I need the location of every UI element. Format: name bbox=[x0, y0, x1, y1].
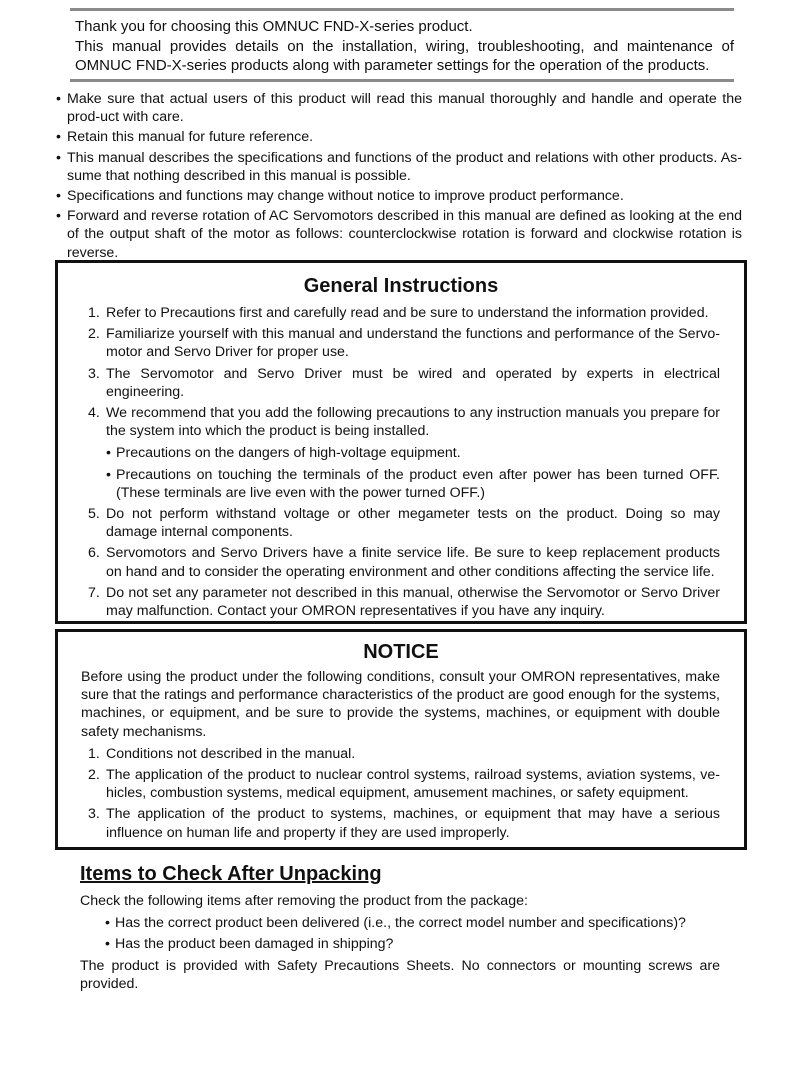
notice-box bbox=[55, 629, 747, 850]
list-item bbox=[58, 304, 744, 322]
item-number: 1. bbox=[88, 745, 100, 762]
item-number: 5. bbox=[88, 506, 100, 523]
item-text: Refer to Precautions first and carefully read and be sure to understand the information provided. bbox=[106, 305, 709, 321]
item-text: The Servomotor and Servo Driver must be wired and operated by experts in electrical engineering. bbox=[106, 365, 720, 400]
unpacking-title: Items to Check After Unpacking bbox=[80, 863, 382, 885]
list-item bbox=[58, 365, 744, 401]
item-number: 3. bbox=[88, 365, 100, 382]
precaution-sub-list bbox=[106, 444, 720, 502]
item-text: Do not perform withstand voltage or other megameter tests on the product. Doing so may damage internal components. bbox=[106, 506, 720, 541]
general-bullets bbox=[56, 90, 742, 264]
intro-line: Thank you for choosing this OMNUC FND-X-series product. bbox=[75, 18, 473, 35]
item-text: We recommend that you add the following precautions to any instruction manuals you prepare for the system into which the product is being installed. bbox=[106, 405, 720, 440]
bullet-item: • Make sure that actual users of this product will read this manual thoroughly and handle and operate the prod-uct with care. bbox=[56, 90, 742, 126]
notice-text: Before using the product under the following conditions, consult your OMRON representatives, make sure that the ratings and performance characteristics of the product are good enough for the systems, machines, or equipment, and be sure to provide the systems, machines, or equipment with double safety mechanisms. bbox=[81, 669, 720, 740]
general-instructions-title: General Instructions bbox=[303, 275, 499, 297]
item-text: Conditions not described in the manual. bbox=[106, 745, 356, 762]
list-item bbox=[58, 805, 744, 841]
bullet-item: • Specifications and functions may change without notice to improve product performance. bbox=[56, 187, 742, 205]
general-instructions-list bbox=[58, 304, 744, 620]
bullet-item: • Forward and reverse rotation of AC Servomotors described in this manual are defined as looking at the end of the output shaft of the motor as follows: counterclockwise rotation is forward and clockwise rotation is reverse. bbox=[56, 207, 742, 262]
item-number: 6. bbox=[88, 545, 100, 562]
list-item bbox=[58, 404, 744, 502]
unpacking-intro: Check the following items after removing the product from the package: bbox=[80, 893, 528, 909]
item-text: Familiarize yourself with this manual and understand the functions and performance of the Servo-motor and Servo Driver for proper use. bbox=[106, 326, 720, 361]
list-item bbox=[58, 584, 744, 620]
item-number: 2. bbox=[88, 326, 100, 343]
checklist-item: • Has the correct product been delivered (i.e., the correct model number and specifications)? bbox=[80, 914, 720, 932]
intro-line: This manual provides details on the installation, wiring, troubleshooting, and maintenance of OMNUC FND-X-series products along with parameter settings for the operation of the products. bbox=[75, 37, 734, 74]
item-text: Do not set any parameter not described in this manual, otherwise the Servomotor or Servo Driver may malfunction. Contact your OMRON representatives if you have any inquiry. bbox=[106, 584, 720, 620]
list-item bbox=[58, 544, 744, 580]
sub-bullet-item: • Precautions on touching the terminals of the product even after power has been turned OFF. (These terminals are live even with the power turned OFF.) bbox=[106, 466, 720, 502]
item-number: 2. bbox=[88, 767, 100, 784]
list-item bbox=[58, 505, 744, 541]
item-text: The application of the product to nuclear control systems, railroad systems, aviation systems, ve-hicles, combustion systems, medical equipment, amusement machines, or safety equipment. bbox=[106, 767, 720, 802]
unpacking-section bbox=[80, 862, 720, 993]
item-number: 7. bbox=[88, 584, 100, 601]
list-item bbox=[58, 766, 744, 802]
notice-title: NOTICE bbox=[363, 641, 439, 663]
item-number: 3. bbox=[88, 806, 100, 823]
list-item bbox=[58, 325, 744, 361]
item-text: The application of the product to systems, machines, or equipment that may have a serious influence on human life and property if they are used improperly. bbox=[106, 806, 720, 841]
sub-bullet-item: • Precautions on the dangers of high-voltage equipment. bbox=[106, 444, 720, 462]
item-text: Servomotors and Servo Drivers have a finite service life. Be sure to keep replacement products on hand and to consider the operating environment and other conditions affecting the service life. bbox=[106, 545, 720, 580]
item-number: 4. bbox=[88, 405, 100, 422]
unpacking-footer: The product is provided with Safety Precautions Sheets. No connectors or mounting screws are provided. bbox=[80, 957, 720, 992]
bullet-item: • Retain this manual for future reference. bbox=[56, 128, 742, 146]
notice-list bbox=[58, 745, 744, 842]
general-instructions-box bbox=[55, 260, 747, 624]
bullet-item: • This manual describes the specifications and functions of the product and relations with other products. As-sume that nothing described in this manual is possible. bbox=[56, 149, 742, 185]
unpacking-checklist bbox=[80, 914, 720, 953]
checklist-item: • Has the product been damaged in shipping? bbox=[80, 935, 720, 953]
item-number: 1. bbox=[88, 305, 100, 321]
intro-box bbox=[70, 8, 734, 82]
list-item bbox=[58, 745, 744, 763]
